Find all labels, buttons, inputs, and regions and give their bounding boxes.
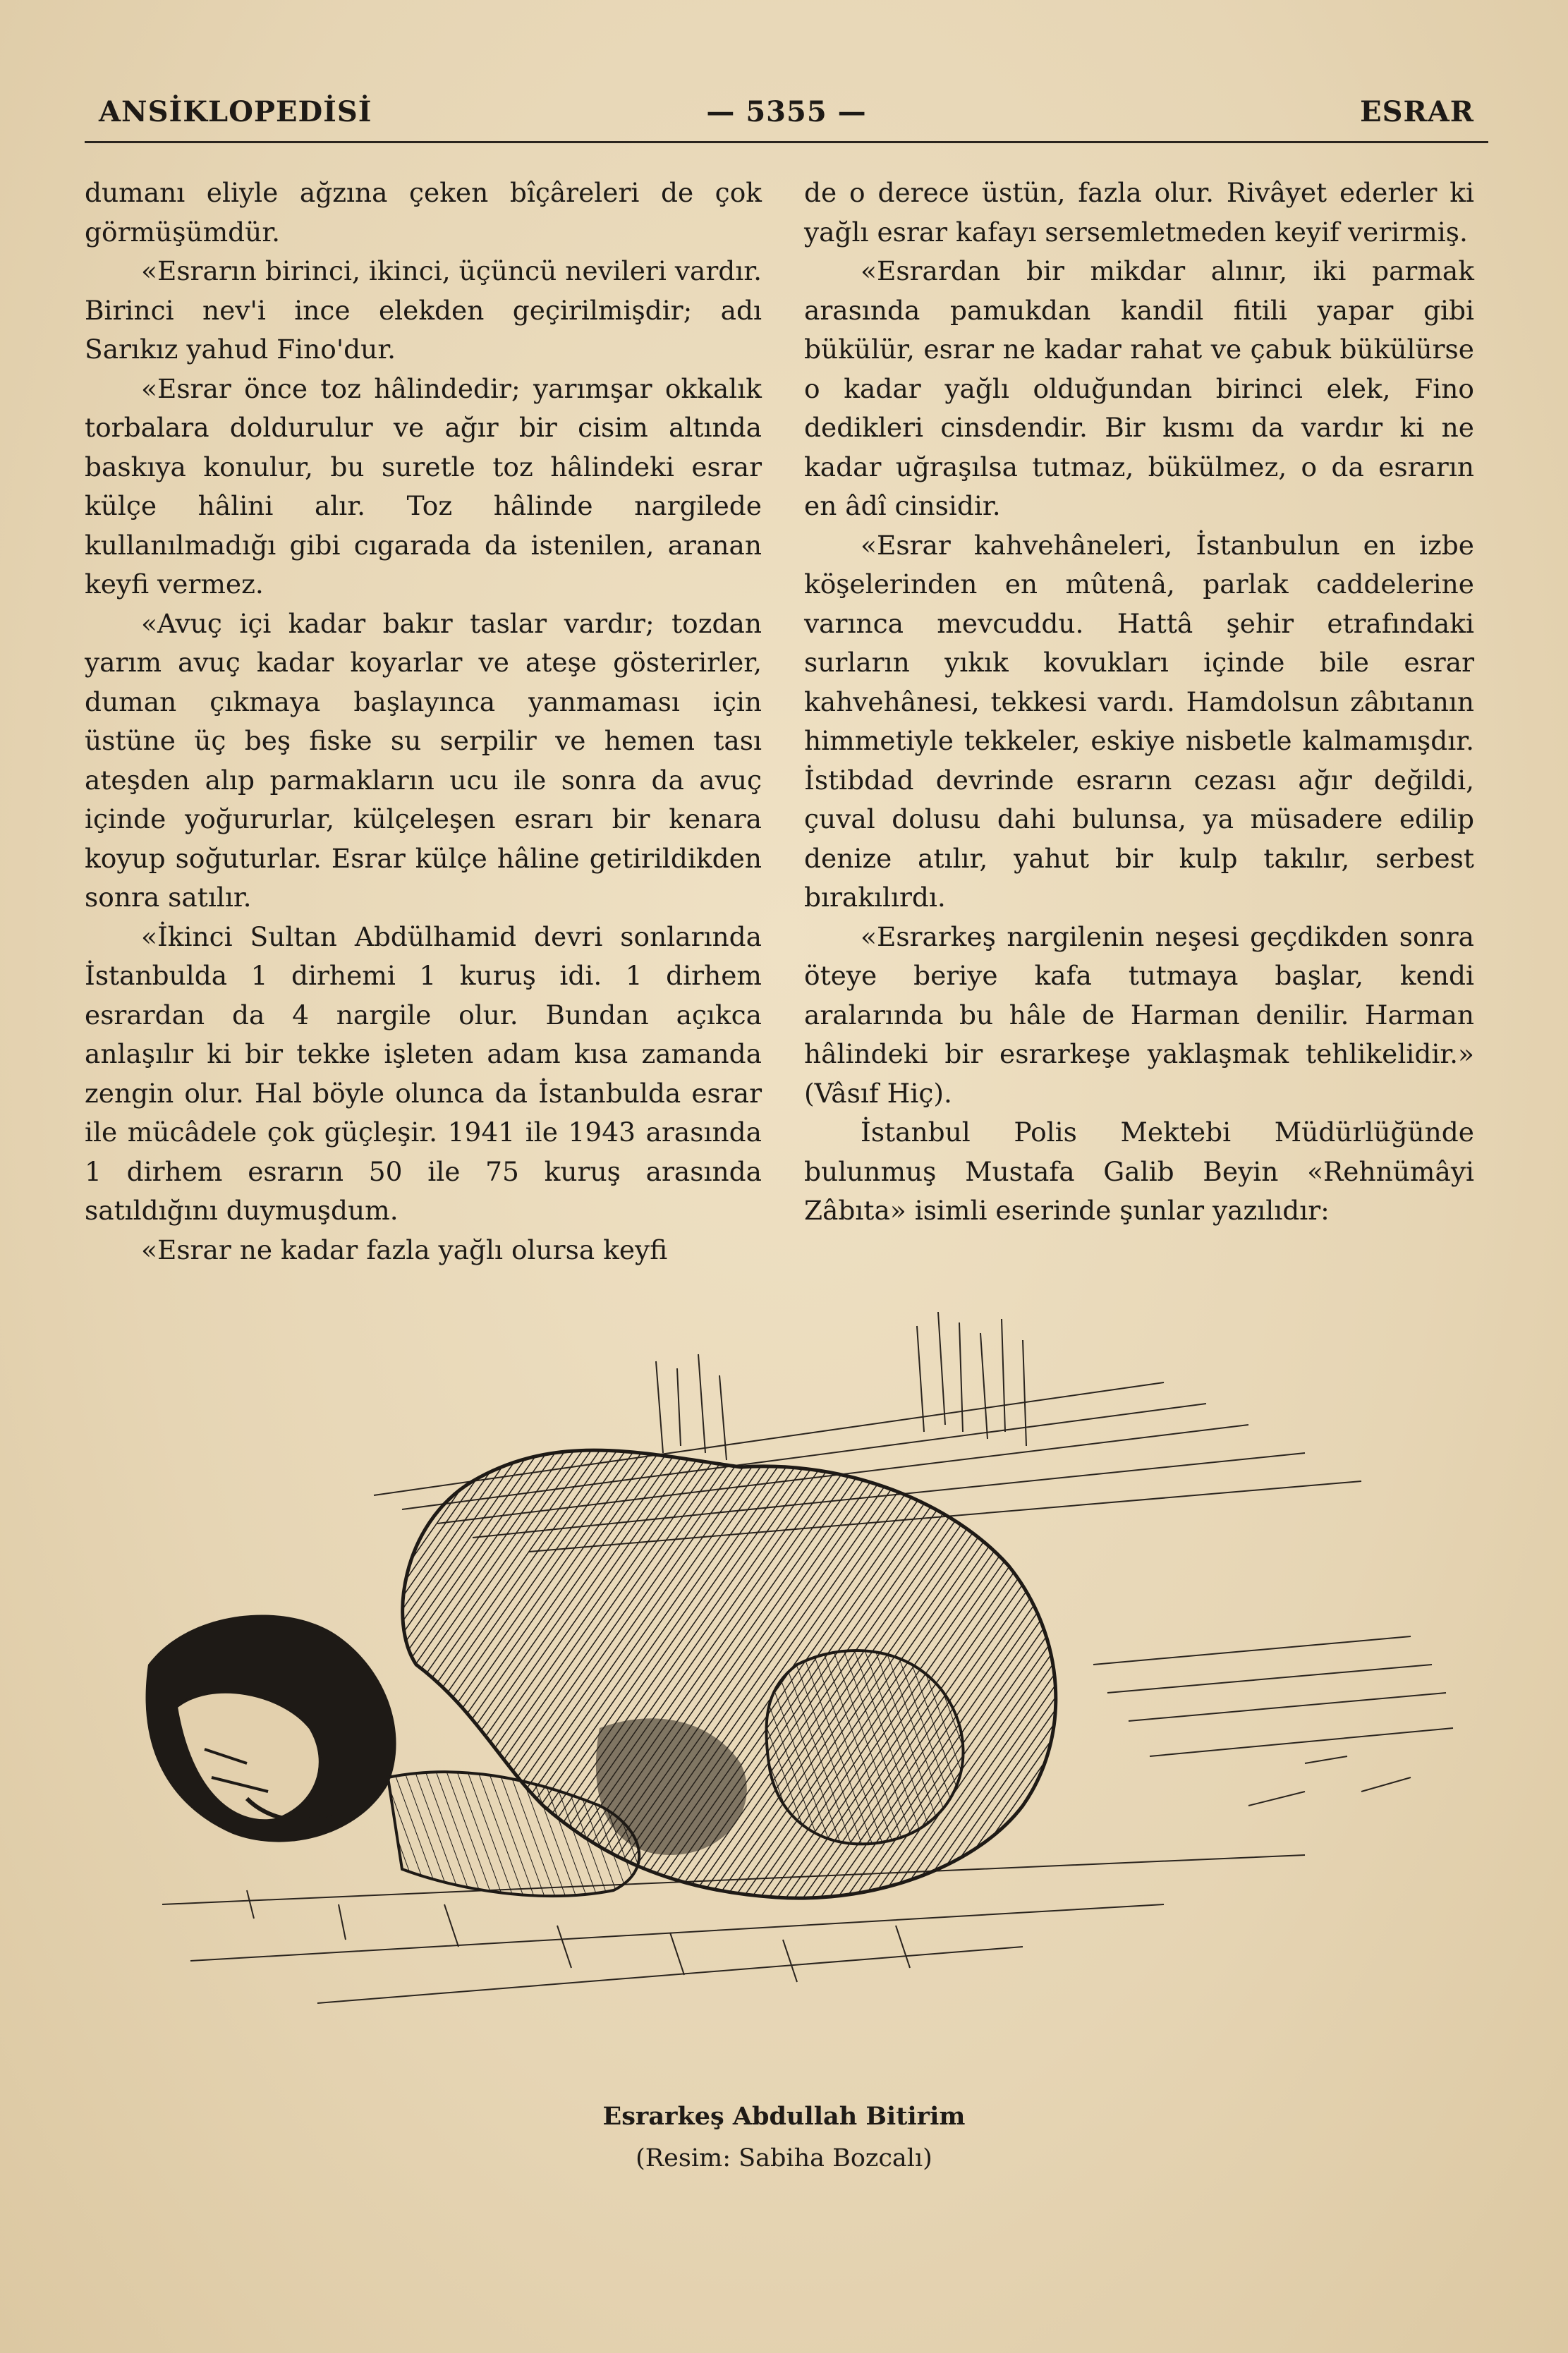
figure-head (146, 1615, 396, 1842)
section-title: ESRAR (1360, 95, 1474, 128)
paragraph: «Esrar önce toz hâlindedir; yarımşar okkalık torbalara doldurulur ve ağır bir cisim altında baskıya konulur, bu suretle toz hâlindeki esrar külçe hâlini alır. Toz hâlinde nargilede kullanılmadığı gibi cıgarada da istenilen, aranan keyfi vermez. (85, 372, 762, 600)
paragraph: de o derece üstün, fazla olur. Rivâyet ederler ki yağlı esrar kafayı sersemletmeden keyif verirmiş. (804, 177, 1474, 248)
page-number: — 5355 — (706, 95, 867, 128)
paragraph: «Esrar ne kadar fazla yağlı olursa keyfi (141, 1234, 668, 1265)
figure-credit: (Resim: Sabiha Bozcalı) (636, 2144, 932, 2172)
right-column (804, 174, 1474, 1231)
paragraph: «Esrarın birinci, ikinci, üçüncü nevileri vardır. Birinci nev'i ince elekden geçirilmişdir; adı Sarıkız yahud Fino'dur. (85, 255, 762, 365)
left-column (85, 174, 762, 1270)
paragraph: İstanbul Polis Mektebi Müdürlüğünde bulunmuş Mustafa Galib Beyin «Rehnümâyi Zâbıta» isimli eserinde şunlar yazılıdır: (804, 1117, 1474, 1226)
paragraph: «Avuç içi kadar bakır taslar vardır; tozdan yarım avuç kadar koyarlar ve ateşe gösterirler, duman çıkmaya başlayınca yanmaması için üstüne üç beş fiske su serpilir ve hemen tası ateşden alıp parmakların ucu ile sonra da avuç içinde yoğururlar, külçeleşen esrarı bir kenara koyup soğuturlar. Esrar külçe hâline getirildikden sonra satılır. (85, 607, 762, 913)
figure-caption: Esrarkeş Abdullah Bitirim (602, 2102, 966, 2131)
header-rule (85, 141, 1488, 143)
paragraph: «Esrardan bir mikdar alınır, iki parmak arasında pamukdan kandil fitili yapar gibi bükülür, esrar ne kadar rahat ve çabuk bükülürse o kadar yağlı olduğundan birinci elek, Fino dedikleri cinsdendir. Bir kısmı da vardır ki ne kadar uğraşılsa tutmaz, bükülmez, o da esrarın en âdî cinsidir. (804, 255, 1474, 521)
running-title: ANSİKLOPEDİSİ (99, 95, 372, 128)
page-header (99, 95, 1474, 138)
illustration-reclining-man (106, 1270, 1481, 2060)
paragraph: «Esrarkeş nargilenin neşesi geçdikden sonra öteye beriye kafa tutmaya başlar, kendi aralarında bu hâle de Harman denilir. Harman hâlindeki bir esrarkeşe yaklaşmak tehlikelidir.» (Vâsıf Hiç). (804, 920, 1474, 1109)
paragraph: «İkinci Sultan Abdülhamid devri sonlarında İstanbulda 1 dirhemi 1 kuruş idi. 1 dirhem esrardan da 4 nargile olur. Bundan açıkca anlaşılır ki bir tekke işleten adam kısa zamanda zengin olur. Hal böyle olunca da İstanbulda esrar ile mücâdele çok güçleşir. 1941 ile 1943 arasında 1 dirhem esrarın 50 ile 75 kuruş arasında satıldığını duymuşdum. (85, 920, 762, 1226)
paragraph: «Esrar kahvehâneleri, İstanbulun en izbe köşelerinden en mûtenâ, parlak caddelerine varınca mevcuddu. Hattâ şehir etrafındaki surların yıkık kovukları içinde bile esrar kahvehânesi, tekkesi vardı. Hamdolsun zâbıtanın himmetiyle tekkeler, eskiye nisbetle kalmamışdır. İstibdad devrinde esrarın cezası ağır değildi, çuval dolusu dahi bulunsa, ya müsadere edilip denize atılır, yahut bir kulp takılır, serbest bırakılırdı. (804, 529, 1474, 913)
paragraph: dumanı eliyle ağzına çeken bîçâreleri de çok görmüşümdür. (85, 177, 762, 248)
